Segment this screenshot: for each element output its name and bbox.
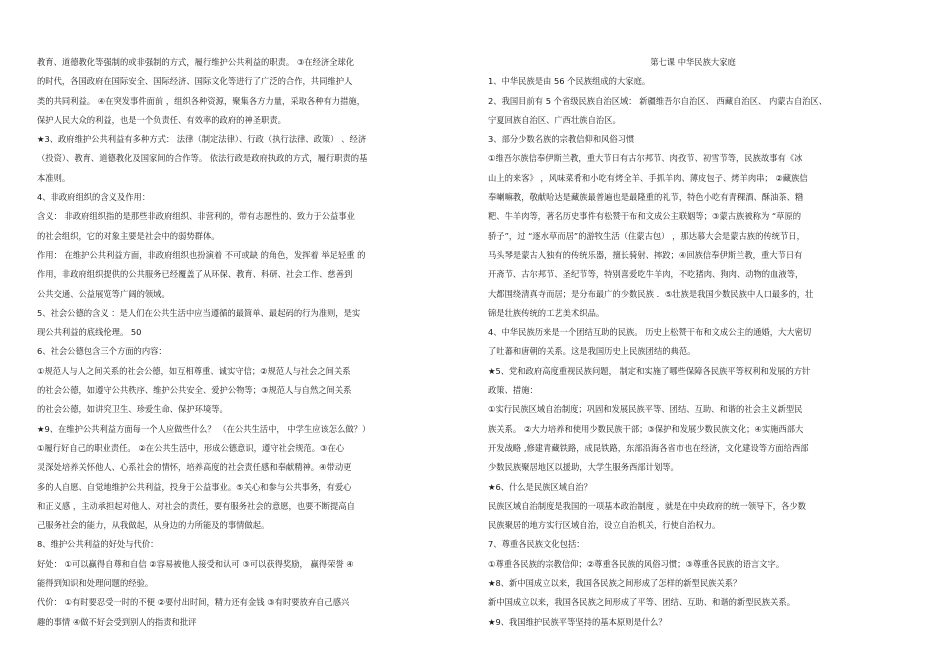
- lesson-title: 第七课 中华民族大家庭: [650, 57, 736, 67]
- right-text-line: 4、中华民族历来是一个团结互助的民族。 历史上松赞干布和文成公主的通婚，大大密切: [488, 327, 812, 338]
- right-text-line: ★6、什么是民族区域自治？: [488, 481, 592, 492]
- left-text-line: 趣的事情 ④做不好会受到别人的指责和批评: [37, 616, 197, 627]
- left-text-line: 作用： 在维护公共利益方面，非政府组织也扮演着 不可或缺 的角色，发挥着 举足轻重 的: [37, 249, 366, 260]
- left-column: [37, 53, 420, 632]
- right-text-line: 开发战略 ,修建青藏铁路，成昆铁路，东部沿海各省市也在经济，文化建设等方面给西部: [488, 442, 809, 453]
- right-text-line: 族关系。 ②大力培养和使用少数民族干部；③保护和发展少数民族文化；④实施西部大: [488, 423, 804, 434]
- left-text-line: ①规范人与人之间关系的社会公德，如互相尊重、诚实守信；②规范人与社会之间关系: [37, 365, 351, 376]
- right-text-line: 粑、牛羊肉等，著名历史事件有松赞干布和文成公主联姻等；③蒙古族被称为 “草原的: [488, 211, 802, 222]
- left-text-line: 教育、道德教化等强制的或非强制的方式，履行维护公共利益的职责。 ③在经济全球化: [37, 57, 355, 67]
- left-text-line: 的社会公德，如遵守公共秩序、维护公共安全、爱护公物等；③规范人与自然之间关系: [37, 385, 352, 396]
- left-text-line: 代价： ①有时要忍受一时的不便 ②要付出时间，精力还有金钱 ③有时要放弃自己感兴: [37, 597, 350, 608]
- right-text-line: 3、部分少数名族的宗教信仰和风俗习惯: [488, 134, 635, 145]
- left-text-line: ★3、政府维护公共利益有多种方式： 法律（制定法律）、行政（执行法律、政策） 、经济: [37, 134, 367, 145]
- left-text-line: 6、社会公德包含三个方面的内容：: [37, 346, 167, 357]
- left-text-line: 公共交通、公益展览等广阔的领域。: [37, 288, 170, 299]
- right-text-line: 马头琴是蒙古人独有的传统乐器，擅长骑射、摔跤；④回族信奉伊斯兰教，重大节日有: [488, 249, 803, 260]
- right-text-line: 2、我国目前有 5 个省级民族自治区域： 新疆维吾尔自治区、 西藏自治区、 内蒙古自治区、: [488, 95, 828, 106]
- left-text-line: 和正义感 ，主动承担起对他人、对社会的责任，要有服务社会的意愿，也要不断提高自: [37, 500, 355, 511]
- right-text-line: 宁夏回族自治区、广西壮族自治区。: [488, 114, 621, 125]
- right-text-line: 开斋节、古尔邦节、圣纪节等，特别喜爱吃牛羊肉，不吃猪肉、狗肉、动物的血液等，: [488, 269, 804, 280]
- left-text-line: （投资）、教育、道德教化及国家间的合作等。 依法行政是政府执政的方式，履行职责的基: [37, 153, 368, 164]
- left-text-line: ①履行好自己的职业责任。 ②在公共生活中，形成公德意识，遵守社会规范。③在心: [37, 442, 345, 453]
- right-text-line: ★8、新中国成立以来，我国各民族之间形成了怎样的新型民族关系？: [488, 578, 742, 589]
- left-text-line: 多的人自愿、自觉地维护公共利益，投身于公益事业。⑤关心和参与公共事务，有爱心: [37, 481, 352, 492]
- left-text-line: 8、维护公共利益的好处与代价：: [37, 539, 159, 550]
- left-text-line: 现公共利益的底线伦理。 50: [37, 327, 142, 338]
- left-text-line: 能得到知识和处理问题的经验。: [37, 578, 154, 589]
- left-text-line: 5、社会公德的含义 ：是人们在公共生活中应当遵循的最简单、最起码的行为准则，是实: [37, 307, 361, 318]
- left-text-line: 灵深处培养关怀他人、心系社会的情怀，培养高度的社会责任感和奉献精神。④带动更: [37, 462, 352, 473]
- right-text-line: 新中国成立以来，我国各民族之间形成了平等、团结、互助、和谐的新型民族关系。: [488, 597, 795, 608]
- left-text-line: 的社会公德，如讲究卫生、珍爱生命、保护环境等。: [37, 404, 228, 415]
- left-text-line: 4、非政府组织的含义及作用：: [37, 192, 151, 203]
- right-text-line: ①维吾尔族信奉伊斯兰教，重大节日有古尔邦节、肉孜节、初雪节等，民族故事有《冰: [488, 153, 803, 164]
- right-text-line: 民族聚居的地方实行区域自治，设立自治机关，行使自治权力。: [488, 520, 721, 531]
- left-text-line: 己服务社会的能力，从我做起，从身边的力所能及的事情做起。: [37, 520, 270, 531]
- right-text-line: 奉喇嘛教，敬献哈达是藏族最普遍也是最隆重的礼节，特色小吃有青稞酒、酥油茶、糌: [488, 192, 804, 203]
- right-text-line: ①实行民族区域自治制度；巩固和发展民族平等、团结、互助、和谐的社会主义新型民: [488, 404, 803, 415]
- left-text-line: 类的共同利益。 ④在突发事件面前 ，组织各种资源，聚集各方力量，采取各种有力措施，: [37, 95, 365, 106]
- right-text-line: 7、尊重各民族文化包括：: [488, 539, 585, 550]
- right-text-line: ★9、我国维护民族平等坚持的基本原则是什么？: [488, 616, 667, 627]
- left-text-line: 好处： ①可以赢得自尊和自信 ②容易被他人接受和认可 ③可以获得奖励， 赢得荣誉 ④: [37, 558, 354, 569]
- right-text-line: ★5、党和政府高度重视民族问题， 制定和实施了哪些保障各民族平等权利和发展的方针: [488, 365, 811, 376]
- left-text-line: 本准则。: [37, 172, 71, 183]
- left-text-line: 的时代，各国政府在国际安全、国际经济、国际文化等进行了广泛的合作，共同维护人: [37, 76, 353, 87]
- right-text-line: 骄子”，过 “逐水草而居”的游牧生活（住蒙古包） ，那达慕大会是蒙古族的传统节日，: [488, 230, 805, 241]
- left-text-line: 的社会组织，它的对象主要是社会中的弱势群体。: [37, 230, 220, 241]
- left-text-line: 作用，非政府组织提供的公共服务已经覆盖了从环保、教育、科研、社会工作、慈善到: [37, 269, 353, 280]
- left-text-line: 含义： 非政府组织指的是那些非政府组织、非营利的，带有志愿性的、致力于公益事业: [37, 211, 355, 222]
- right-text-line: 1、中华民族是由 56 个民族组成的大家庭。: [488, 76, 651, 87]
- right-text-line: 大都围绕清真寺而居；是分布最广的少数民族 ．⑤壮族是我国少数民族中人口最多的，壮: [488, 288, 814, 299]
- right-text-line: ①尊重各民族的宗教信仰；②尊重各民族的风俗习惯；③尊重各民族的语言文字。: [488, 558, 785, 569]
- right-text-line: 政策、措施：: [488, 385, 538, 396]
- right-text-line: 锦是壮族传统的工艺美术织品。: [488, 307, 605, 318]
- right-column-body: [488, 72, 898, 632]
- left-text-line: ★9、在维护公共利益方面每一个人应做些什么？ （在公共生活中， 中学生应该怎么做？）: [37, 423, 371, 434]
- right-column: [488, 53, 898, 632]
- right-text-line: 山上的来客》 ，风味菜肴和小吃有烤全羊、手抓羊肉、薄皮包子、烤羊肉串； ②藏族信: [488, 172, 808, 183]
- left-text-line: 保护人民大众的利益，也是一个负责任、有效率的政府的神圣职责。: [37, 114, 286, 125]
- right-text-line: 少数民族聚居地区以援助，大学生服务西部计划等。: [488, 462, 679, 473]
- right-text-line: 民族区域自治制度是我国的一项基本政治制度 ，就是在中央政府的统一领导下，各少数: [488, 500, 806, 511]
- right-text-line: 了吐蕃和唐朝的关系。这是我国历史上民族团结的典范。: [488, 346, 696, 357]
